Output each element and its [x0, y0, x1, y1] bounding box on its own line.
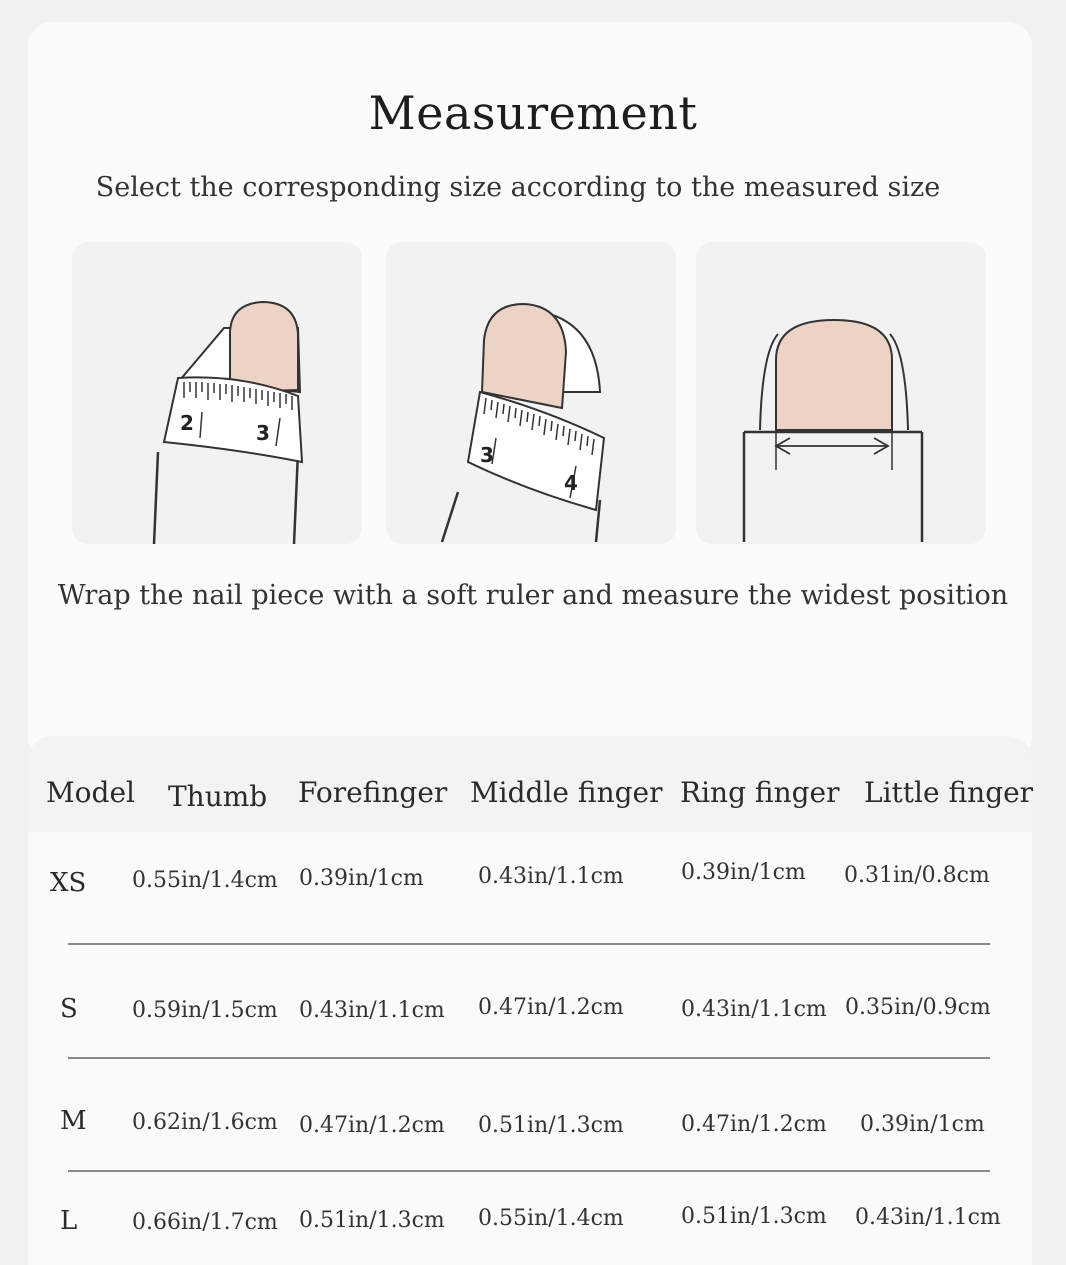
little-cell: 0.39in/1cm — [860, 1112, 985, 1137]
measure-instruction: Wrap the nail piece with a soft ruler and measure the widest position — [57, 580, 1009, 611]
table-row — [0, 860, 1066, 920]
ruler-label: 2 — [180, 411, 194, 435]
ruler-label: 3 — [480, 443, 494, 467]
model-cell: S — [60, 994, 78, 1024]
model-cell: XS — [50, 868, 87, 898]
row-divider — [68, 943, 990, 945]
forefinger-cell: 0.51in/1.3cm — [299, 1208, 445, 1233]
forefinger-cell: 0.43in/1.1cm — [299, 998, 445, 1023]
header-forefinger: Forefinger — [298, 776, 448, 809]
page-subtitle: Select the corresponding size according to the measured size — [95, 172, 941, 203]
table-row — [0, 1106, 1066, 1166]
finger-with-ruler-icon — [72, 242, 362, 544]
ruler-label: 4 — [564, 471, 578, 495]
middle-cell: 0.43in/1.1cm — [478, 864, 624, 889]
thumb-cell: 0.66in/1.7cm — [132, 1210, 278, 1235]
model-cell: M — [60, 1106, 87, 1136]
header-ring-finger: Ring finger — [680, 776, 840, 809]
ring-cell: 0.39in/1cm — [681, 860, 806, 885]
middle-cell: 0.51in/1.3cm — [478, 1113, 624, 1138]
row-divider — [68, 1170, 990, 1172]
middle-cell: 0.47in/1.2cm — [478, 995, 624, 1020]
table-row — [0, 992, 1066, 1052]
header-middle-finger: Middle finger — [470, 776, 663, 809]
middle-cell: 0.55in/1.4cm — [478, 1206, 624, 1231]
table-row — [0, 1204, 1066, 1264]
thumb-cell: 0.55in/1.4cm — [132, 868, 278, 893]
ring-cell: 0.47in/1.2cm — [681, 1112, 827, 1137]
page-title: Measurement — [368, 86, 698, 140]
row-divider — [68, 1057, 990, 1059]
ring-cell: 0.51in/1.3cm — [681, 1204, 827, 1229]
thumb-cell: 0.62in/1.6cm — [132, 1110, 278, 1135]
size-table-header — [0, 760, 1066, 830]
little-cell: 0.35in/0.9cm — [845, 995, 991, 1020]
model-cell: L — [60, 1206, 78, 1236]
forefinger-cell: 0.39in/1cm — [299, 866, 424, 891]
ring-cell: 0.43in/1.1cm — [681, 997, 827, 1022]
illustration-thumb-ruler — [72, 242, 362, 544]
illustration-nail-width — [696, 242, 986, 544]
header-model: Model — [46, 776, 135, 809]
nail-width-arrow-icon — [696, 242, 986, 544]
forefinger-cell: 0.47in/1.2cm — [299, 1113, 445, 1138]
ruler-label: 3 — [256, 421, 270, 445]
little-cell: 0.43in/1.1cm — [855, 1205, 1001, 1230]
header-little-finger: Little finger — [864, 776, 1034, 809]
header-thumb: Thumb — [168, 780, 268, 813]
little-cell: 0.31in/0.8cm — [844, 863, 990, 888]
illustration-forefinger-ruler — [386, 242, 676, 544]
finger-with-ruler-icon — [386, 242, 676, 544]
thumb-cell: 0.59in/1.5cm — [132, 998, 278, 1023]
